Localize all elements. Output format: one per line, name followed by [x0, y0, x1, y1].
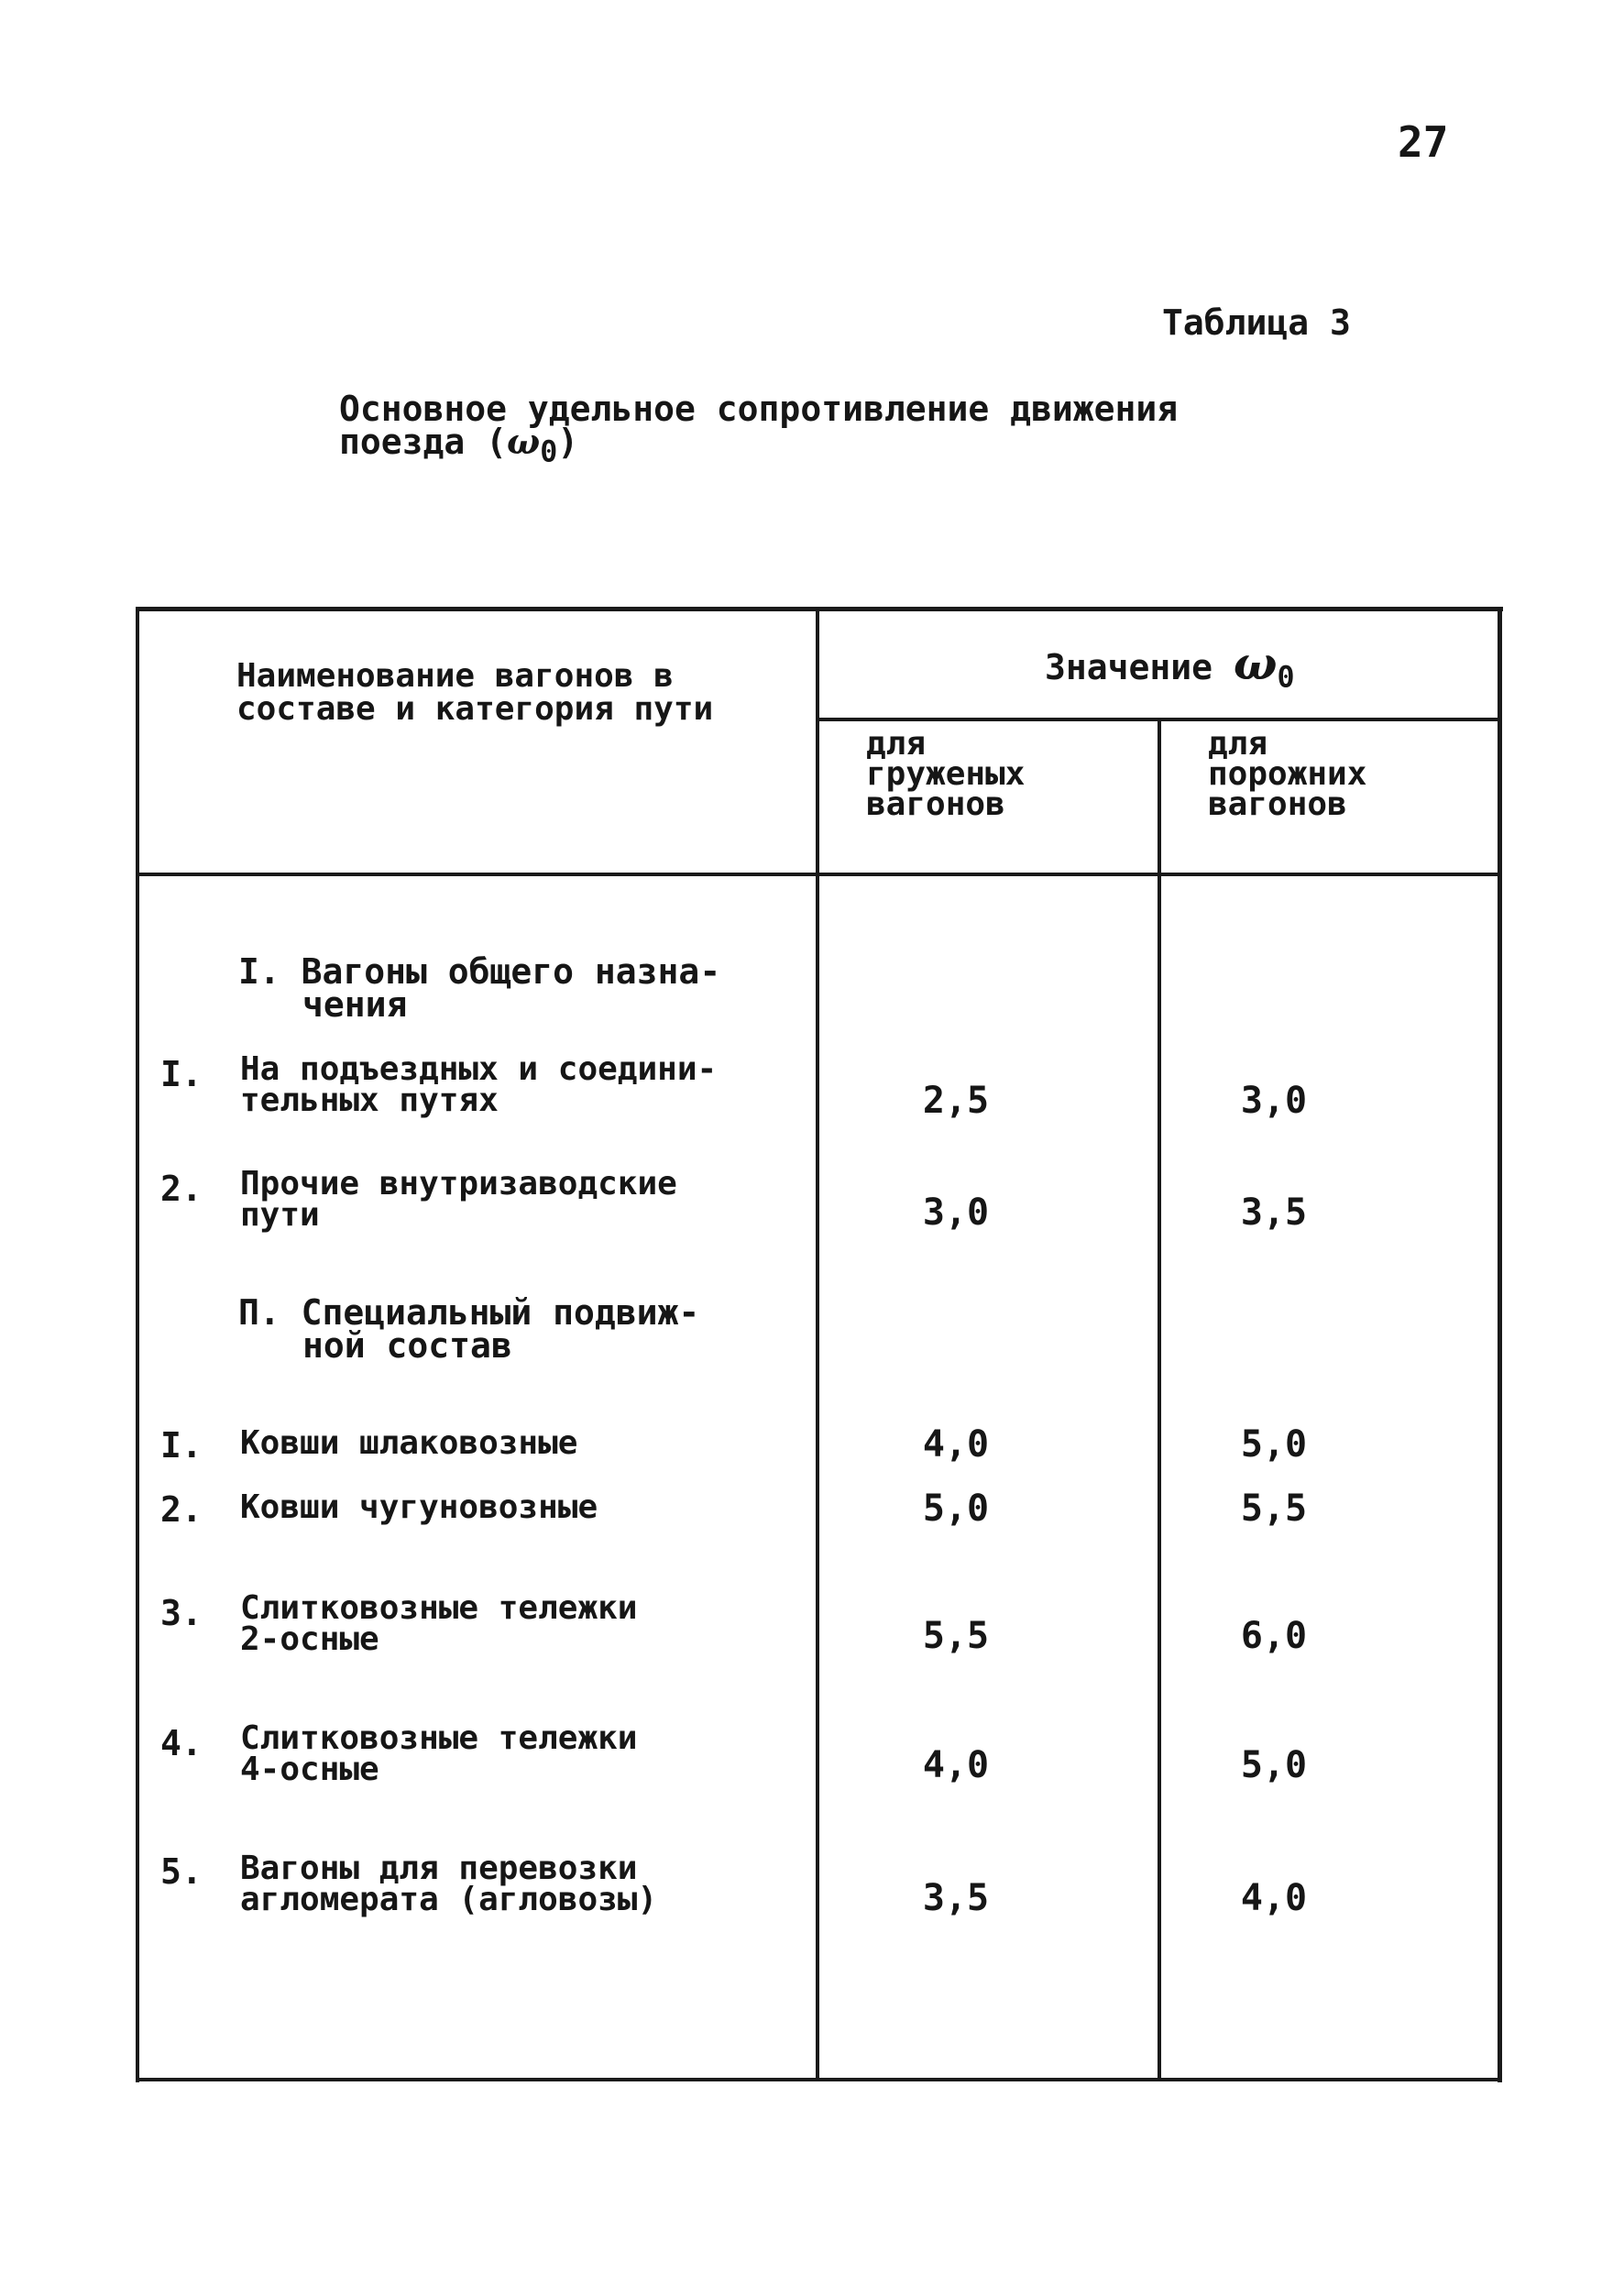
section-heading-2-line-2: ной состав: [302, 1325, 512, 1366]
row-name: [240, 1424, 772, 1462]
row-name: [240, 1719, 772, 1788]
header-col-loaded: [866, 725, 1026, 823]
row-value-empty: 5,5: [1240, 1488, 1308, 1530]
column-divider-2: [1158, 719, 1161, 2081]
omega-symbol: ω: [507, 421, 541, 462]
page-number: 27: [1398, 117, 1449, 167]
row-value-empty: 5,0: [1240, 1423, 1308, 1466]
row-number: 3.: [160, 1593, 203, 1633]
row-value-empty: 6,0: [1240, 1615, 1308, 1657]
row-name: [240, 1050, 772, 1119]
section-heading-1: [238, 951, 721, 1025]
row-value-empty: 5,0: [1240, 1744, 1308, 1786]
section-heading-2-line-1: П. Специальный подвиж-: [238, 1292, 700, 1333]
header-col-empty-line-1: для: [1208, 725, 1268, 763]
row-value-loaded: 3,0: [922, 1191, 990, 1234]
header-col-empty-line-3: вагонов: [1208, 785, 1347, 823]
row-number: 2.: [160, 1169, 203, 1209]
row-number: 2.: [160, 1489, 203, 1530]
section-heading-1-line-1: I. Вагоны общего назна-: [238, 951, 721, 992]
row-name: [240, 1165, 772, 1234]
row-name-line-2: тельных путях: [240, 1082, 499, 1119]
table-top-border: [136, 607, 1503, 611]
row-value-empty: 4,0: [1240, 1877, 1308, 1919]
row-name-line-1: Слитковозные тележки: [240, 1719, 638, 1757]
header-name-line-1: Наименование вагонов в: [236, 657, 674, 695]
column-divider-1: [816, 607, 819, 2081]
header-col-loaded-line-3: вагонов: [866, 785, 1005, 823]
header-omega-subscript: 0: [1277, 661, 1295, 695]
row-value-loaded: 4,0: [922, 1744, 990, 1786]
row-name-line-1: Прочие внутризаводские: [240, 1165, 677, 1202]
row-value-empty: 3,0: [1240, 1080, 1308, 1122]
title-line-2-text: поезда (: [339, 422, 508, 462]
header-value-text: Значение: [1045, 647, 1213, 687]
header-omega-symbol: ω: [1233, 636, 1278, 690]
table-label: Таблица 3: [1162, 302, 1351, 343]
header-col-loaded-line-2: груженых: [866, 755, 1026, 793]
row-value-loaded: 4,0: [922, 1423, 990, 1466]
row-number: I.: [160, 1425, 203, 1466]
table-right-border: [1498, 607, 1502, 2082]
row-value-loaded: 3,5: [922, 1877, 990, 1919]
row-value-loaded: 5,5: [922, 1615, 990, 1657]
header-value: [1045, 636, 1295, 695]
section-heading-1-line-2: чения: [302, 984, 408, 1025]
row-name-line-1: Слитковозные тележки: [240, 1589, 638, 1627]
row-name-line-2: пути: [240, 1196, 320, 1234]
row-name-line-2: агломерата (агловозы): [240, 1881, 658, 1918]
row-name-line-1: Вагоны для перевозки: [240, 1850, 638, 1887]
title-line-1: Основное удельное сопротивление движения: [339, 389, 1179, 429]
row-name-line-1: Ковши шлаковозные: [240, 1424, 578, 1462]
row-number: I.: [160, 1054, 203, 1094]
header-col-empty: [1208, 725, 1367, 823]
row-name-line-2: 4-осные: [240, 1751, 379, 1788]
title-close-paren: ): [557, 422, 579, 462]
row-number: 5.: [160, 1851, 203, 1892]
row-name: [240, 1589, 772, 1658]
row-name: [240, 1850, 772, 1918]
omega-subscript: 0: [540, 435, 558, 469]
row-value-loaded: 5,0: [922, 1488, 990, 1530]
header-col-empty-line-2: порожних: [1208, 755, 1367, 793]
row-name-line-2: 2-осные: [240, 1620, 379, 1658]
row-value-loaded: 2,5: [922, 1080, 990, 1122]
header-value-divider: [816, 718, 1501, 721]
row-number: 4.: [160, 1723, 203, 1763]
section-heading-2: [238, 1292, 700, 1366]
header-name-line-2: составе и категория пути: [236, 690, 714, 728]
header-name: [236, 657, 714, 728]
row-value-empty: 3,5: [1240, 1191, 1308, 1234]
header-bottom-rule: [136, 873, 1501, 876]
row-name: [240, 1488, 772, 1526]
title-line-2: [339, 421, 1178, 469]
row-name-line-1: Ковши чугуновозные: [240, 1488, 598, 1526]
table-title: [339, 389, 1179, 469]
header-col-loaded-line-1: для: [866, 725, 927, 763]
row-name-line-1: На подъездных и соедини-: [240, 1050, 718, 1088]
table-left-border: [136, 607, 139, 2082]
